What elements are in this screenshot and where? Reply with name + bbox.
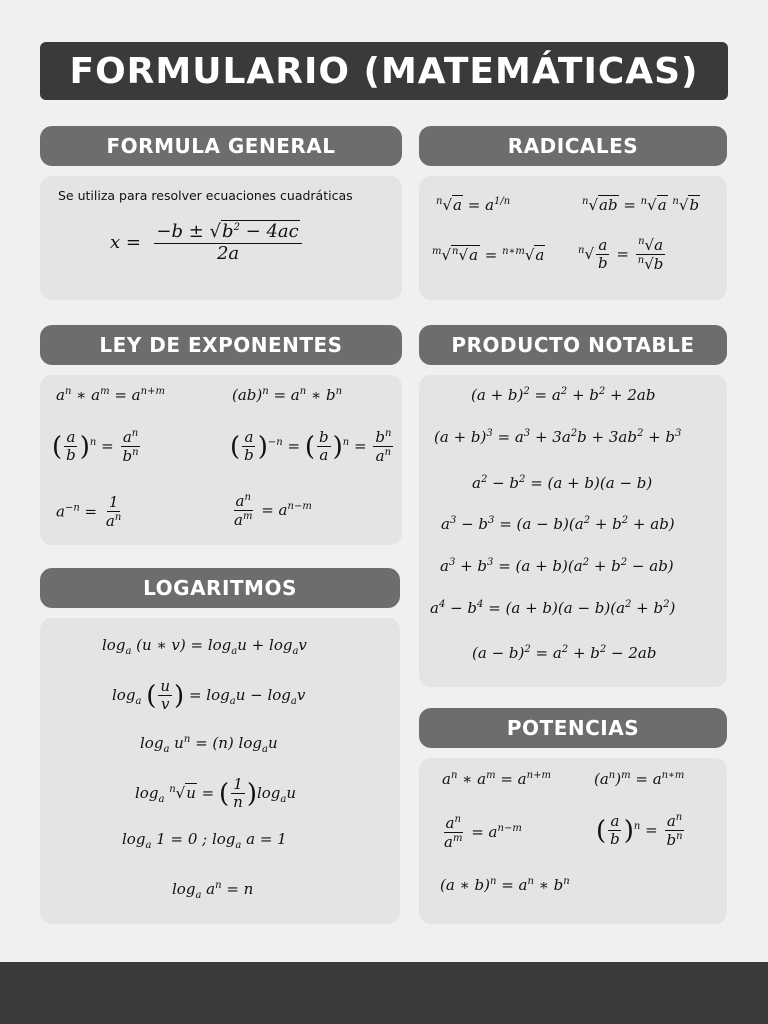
log-rule-5: $\log_a 1 = 0$ ; $\log_a a = 1$ <box>122 830 287 851</box>
pot-rule-5: (a ∗ $b)^n = a^n$ ∗ $b^n$ <box>440 876 570 894</box>
radicales-header: RADICALES <box>419 126 727 166</box>
log-rule-1: $\log_a (u$ ∗ $v) = \log_au + \log_av$ <box>102 636 307 657</box>
prod-rule-1: $(a + b)^2 = a^2 + b^2 + 2ab$ <box>471 386 656 404</box>
radical-rule-4: $^n$√ $\frac{a}{b}$ = $\frac{^n√a}{^n√b}$ <box>578 236 664 274</box>
log-rule-3: $\log_a u^n = (n)$ $\log_au$ <box>140 734 278 755</box>
radicales-panel <box>419 176 727 300</box>
pot-rule-1: $a^n$ ∗ $a^m = a^{n+m}$ <box>442 770 551 788</box>
formula-general-header: FORMULA GENERAL <box>40 126 402 166</box>
prod-rule-4: $a^3 - b^3 = (a - b)(a^2 + b^2 + ab)$ <box>441 515 675 533</box>
pot-rule-4: ( $\frac{a}{b}$ )$^n$ = $\frac{a^n}{b^n}$ <box>596 812 683 850</box>
pot-rule-3: $\frac{a^n}{a^m}$ = $a^{n-m}$ <box>444 814 522 852</box>
footer-bar <box>0 962 768 1024</box>
page-title: FORMULARIO (MATEMÁTICAS) <box>40 42 728 100</box>
formula-general-note: Se utiliza para resolver ecuaciones cuadráticas <box>58 188 353 203</box>
radical-rule-2: $^n$√ab = $^n$√a $^n$√b <box>582 196 700 214</box>
radical-rule-3: $^m$√$^n$√a = $^{n∗m}$√a <box>432 246 545 264</box>
exp-rule-2: $(ab)^n = a^n$ ∗ $b^n$ <box>232 386 343 404</box>
log-rule-4: $\log_a ^n√u$ = ( $\frac{1}{n}$ )$\log_au$ <box>135 775 297 812</box>
prod-rule-6: $a^4 - b^4 = (a + b)(a - b)(a^2 + b^2)$ <box>430 599 676 617</box>
prod-rule-7: $(a - b)^2 = a^2 + b^2 - 2ab$ <box>472 644 657 662</box>
logaritmos-header: LOGARITMOS <box>40 568 400 608</box>
pot-rule-2: $(a^n)^m = a^{n∗m}$ <box>594 770 685 788</box>
logaritmos-panel <box>40 618 400 924</box>
potencias-header: POTENCIAS <box>419 708 727 748</box>
prod-rule-5: $a^3 + b^3 = (a + b)(a^2 + b^2 - ab)$ <box>440 557 674 575</box>
prod-rule-2: $(a + b)^3 = a^3 + 3a^2b + 3ab^2 + b^3$ <box>434 428 682 446</box>
prod-rule-3: $a^2 - b^2 = (a + b)(a - b)$ <box>472 474 653 492</box>
exp-rule-3: ( $\frac{a}{b}$ )$^n$ = $\frac{a^n}{b^n}$ <box>52 428 139 466</box>
exp-rule-1: $a^n$ ∗ $a^m = a^{n+m}$ <box>56 386 165 404</box>
exp-rule-4: ( $\frac{a}{b}$ )$^{-n}$ = ( $\frac{b}{a}$ )$^n$ = $\frac{b^n}{a^n}$ <box>230 428 392 466</box>
exponentes-header: LEY DE EXPONENTES <box>40 325 402 365</box>
log-rule-2: $\log_a$ ( $\frac{u}{v}$ ) = $\log_au - \log_av$ <box>112 677 306 714</box>
exp-rule-5: $a^{-n}$ = $\frac{1}{a^n}$ <box>56 493 122 531</box>
quadratic-formula: x = $\frac{-b \pm √b^2 - 4ac}{2a}$ <box>110 222 304 264</box>
log-rule-6: $\log_a a^n = n$ <box>172 880 254 901</box>
exp-rule-6: $\frac{a^n}{a^m}$ = $a^{n-m}$ <box>234 492 312 530</box>
producto-header: PRODUCTO NOTABLE <box>419 325 727 365</box>
radical-rule-1: $^n√a = a^{1/n}$ <box>436 196 511 214</box>
